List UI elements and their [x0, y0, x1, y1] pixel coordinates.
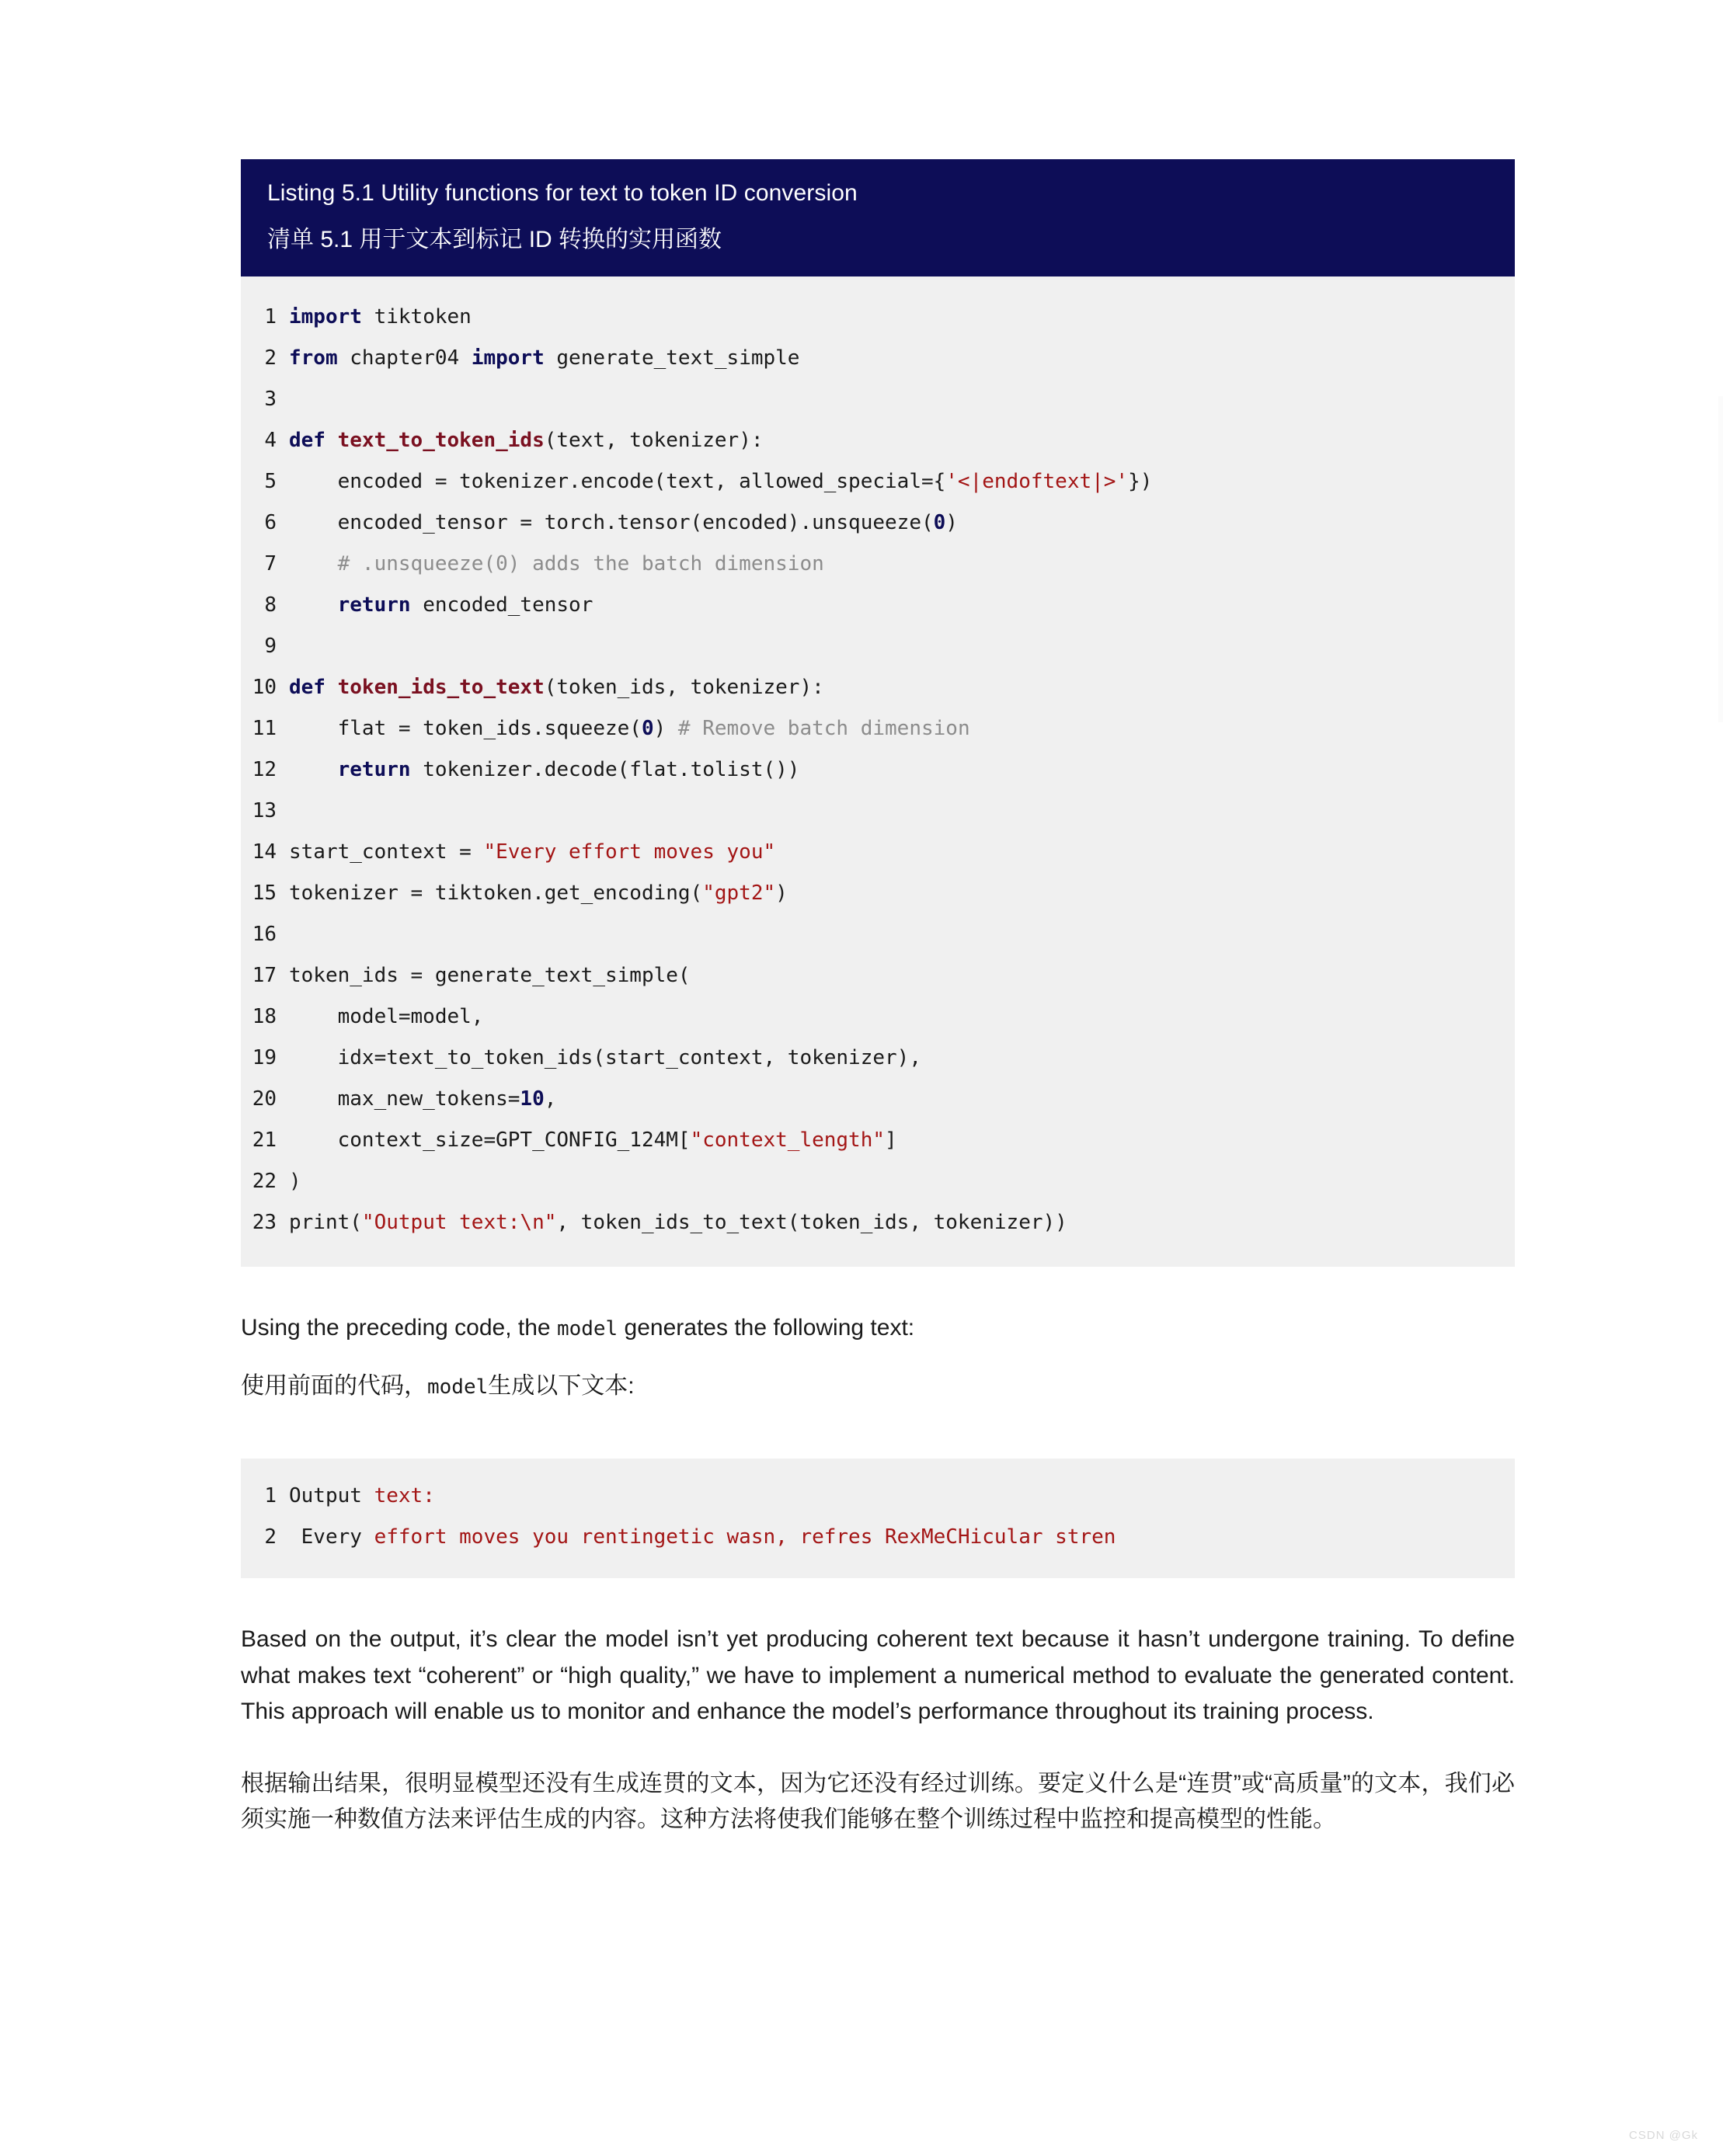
code-content: print("Output text:\n", token_ids_to_text(token_ids, tokenizer)) [289, 1211, 1067, 1234]
page-edge-mark [1718, 396, 1723, 722]
code-content: import tiktoken [289, 305, 472, 329]
code-content: model=model, [289, 1005, 484, 1028]
code-content [289, 791, 1515, 832]
code-line [241, 749, 1515, 791]
line-number: 17 [252, 964, 277, 987]
output-content [289, 1517, 1515, 1558]
line-number: 8 [264, 593, 277, 617]
code-line [241, 1161, 1515, 1202]
code-line [241, 1120, 1515, 1161]
code-content: return encoded_tensor [337, 593, 593, 617]
code-content: ) [289, 1170, 301, 1193]
line-number: 3 [264, 388, 277, 411]
line-number: 1 [264, 1484, 277, 1507]
line-number: 7 [264, 552, 277, 576]
code-line [241, 1038, 1515, 1079]
code-line [241, 379, 1515, 420]
code-content: max_new_tokens=10, [289, 1087, 557, 1111]
code-line [241, 461, 1515, 502]
line-number: 18 [252, 1005, 277, 1028]
line-number: 21 [252, 1128, 277, 1152]
page-content [241, 159, 1515, 1838]
code-line [241, 914, 1515, 955]
code-line [241, 667, 1515, 708]
output-plain: Every [289, 1525, 374, 1549]
line-number: 19 [252, 1046, 277, 1069]
watermark: CSDN @Gk [1628, 2129, 1698, 2142]
line-number: 9 [264, 635, 277, 658]
code-content: def token_ids_to_text(token_ids, tokenizer): [289, 676, 824, 699]
code-content: start_context = "Every effort moves you" [289, 840, 776, 864]
line-number: 5 [264, 470, 277, 493]
line-number: 13 [252, 799, 277, 822]
output-highlight: effort moves you rentingetic wasn‚ refres RexMeCHicular stren [374, 1525, 1116, 1549]
code-line [241, 996, 1515, 1038]
code-block [241, 276, 1515, 1267]
code-line [241, 873, 1515, 914]
code-line [241, 338, 1515, 379]
output-line [241, 1476, 1515, 1517]
paragraph-body-en: Based on the output, it’s clear the model isn’t yet producing coherent text because it hasn’t undergone training. To define what makes text “coherent” or “high quality,” we have to implement a numerical method to evaluate the generated content. This approach will enable us to monitor and enhance the model’s performance throughout its training process. [241, 1626, 1515, 1724]
line-number: 22 [252, 1170, 277, 1193]
code-content: idx=text_to_token_ids(start_context, tokenizer), [289, 1046, 921, 1069]
line-number: 4 [264, 429, 277, 452]
code-line [241, 955, 1515, 996]
listing-header [241, 159, 1515, 276]
output-highlight: text: [374, 1484, 435, 1507]
code-content: encoded_tensor = torch.tensor(encoded).unsqueeze(0) [289, 511, 958, 534]
code-line [241, 502, 1515, 544]
code-content: return tokenizer.decode(flat.tolist()) [337, 758, 800, 781]
line-number: 16 [252, 923, 277, 946]
code-line [241, 297, 1515, 338]
line-number: 2 [264, 346, 277, 370]
line-number: 11 [252, 717, 277, 740]
intro-en-part2: generates the following text: [618, 1315, 915, 1341]
code-content: from chapter04 import generate_text_simple [289, 346, 800, 370]
code-content [289, 626, 1515, 667]
code-line [241, 544, 1515, 585]
code-line [241, 626, 1515, 667]
paragraph-intro-zh [241, 1368, 1515, 1405]
intro-zh-part2: 生成以下文本: [488, 1372, 635, 1399]
line-number: 6 [264, 511, 277, 534]
code-line [241, 1202, 1515, 1243]
code-content: encoded = tokenizer.encode(text, allowed_special={'<|endoftext|>'}) [289, 470, 1153, 493]
paragraph-intro-en [241, 1310, 1515, 1347]
code-content: token_ids = generate_text_simple( [289, 964, 691, 987]
line-number: 23 [252, 1211, 277, 1234]
code-line [241, 585, 1515, 626]
line-number: 10 [252, 676, 277, 699]
line-number: 1 [264, 305, 277, 329]
paragraph-body-zh: 根据输出结果，很明显模型还没有生成连贯的文本，因为它还没有经过训练。要定义什么是“连贯”或“高质量”的文本，我们必须实施一种数值方法来评估生成的内容。这种方法将使我们能够在整个训练过程中监控和提高模型的性能。 [241, 1770, 1515, 1832]
intro-en-part1: Using the preceding code, the [241, 1315, 557, 1341]
line-number: 14 [252, 840, 277, 864]
intro-zh-part1: 使用前面的代码， [241, 1372, 427, 1399]
code-content: tokenizer = tiktoken.get_encoding("gpt2") [289, 882, 788, 905]
code-line [241, 832, 1515, 873]
code-content [289, 914, 1515, 955]
code-line [241, 1079, 1515, 1120]
listing-title-zh: 清单 5.1 用于文本到标记 ID 转换的实用函数 [267, 226, 722, 252]
line-number: 15 [252, 882, 277, 905]
code-content [289, 379, 1515, 420]
intro-zh-mono: model [427, 1375, 489, 1399]
output-block [241, 1459, 1515, 1578]
output-content [289, 1476, 1515, 1517]
code-content: # .unsqueeze(0) adds the batch dimension [289, 552, 824, 576]
code-content: def text_to_token_ids(text, tokenizer): [289, 429, 764, 452]
line-number: 12 [252, 758, 277, 781]
code-line [241, 708, 1515, 749]
code-content: context_size=GPT_CONFIG_124M["context_length"] [289, 1128, 897, 1152]
intro-en-mono: model [556, 1317, 618, 1341]
listing-title-en: Listing 5.1 Utility functions for text to token ID conversion [267, 180, 858, 206]
output-plain: Output [289, 1484, 374, 1507]
code-line [241, 791, 1515, 832]
code-content: flat = token_ids.squeeze(0) # Remove batch dimension [289, 717, 970, 740]
line-number: 20 [252, 1087, 277, 1111]
code-line [241, 420, 1515, 461]
output-line [241, 1517, 1515, 1558]
line-number: 2 [264, 1525, 277, 1549]
